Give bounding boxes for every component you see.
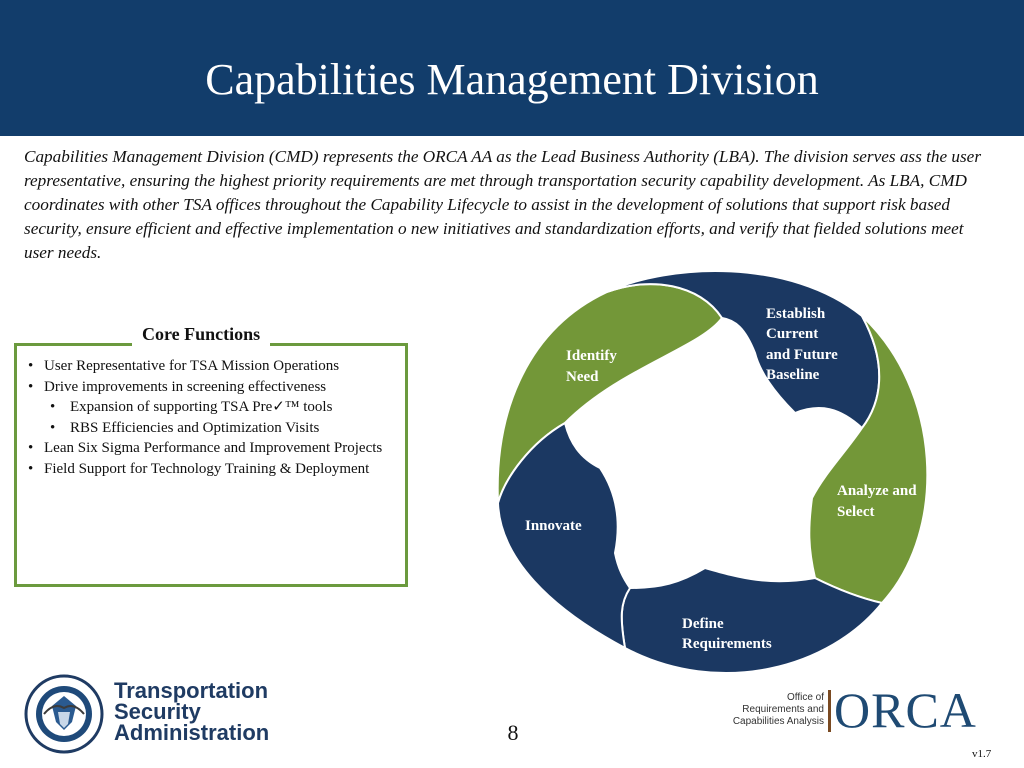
label-innovate: Innovate bbox=[525, 518, 582, 534]
tsa-line-3: Administration bbox=[114, 720, 270, 745]
orca-sub-line-1: Office of bbox=[786, 692, 824, 703]
orca-divider bbox=[828, 690, 831, 732]
orca-subtitle bbox=[714, 692, 824, 728]
orca-sub-line-3: Capabilities Analysis bbox=[732, 716, 824, 727]
tsa-line-1: Transportation bbox=[114, 678, 269, 703]
list-item: • RBS Efficiencies and Optimization Visits bbox=[28, 418, 398, 439]
orca-logo: ORCA bbox=[834, 682, 977, 738]
label-identify-need: Identify Need bbox=[566, 348, 617, 385]
intro-paragraph: Capabilities Management Division (CMD) represents the ORCA AA as the Lead Business Authority (LBA). The division serves ass the user representative, ensuring the highest priority requirements are met through transportation security capability development. As LBA, CMD coordinates with other TSA offices throughout the Capability Lifecycle to assist in the development of solutions that support risk based security, ensure efficient and effective implementation o new initiatives and standardization efforts, and verify that fielded solutions meet user needs. bbox=[24, 147, 982, 262]
list-item: • Expansion of supporting TSA Pre✓™ tools bbox=[28, 397, 398, 418]
version-label: v1.7 bbox=[972, 748, 992, 760]
tsa-wordmark bbox=[114, 680, 269, 743]
slide-title: Capabilities Management Division bbox=[205, 55, 819, 104]
dhs-seal-icon bbox=[24, 674, 104, 754]
label-establish-baseline: Establish Current and Future Baseline bbox=[766, 306, 838, 383]
list-item: • Field Support for Technology Training & Deployment bbox=[28, 459, 398, 480]
list-item: • Drive improvements in screening effectiveness bbox=[28, 377, 398, 398]
capability-lifecycle-diagram bbox=[490, 258, 950, 688]
list-item: • User Representative for TSA Mission Operations bbox=[28, 356, 398, 377]
label-analyze-select: Analyze and Select bbox=[837, 483, 917, 520]
page-number: 8 bbox=[507, 720, 519, 745]
tsa-line-2: Security bbox=[114, 699, 201, 724]
orca-sub-line-2: Requirements and bbox=[742, 704, 824, 715]
list-item: • Lean Six Sigma Performance and Improvement Projects bbox=[28, 438, 398, 459]
label-define-requirements: Define Requirements bbox=[682, 616, 772, 652]
core-functions-heading: Core Functions bbox=[132, 322, 270, 346]
core-functions-list bbox=[28, 356, 398, 479]
